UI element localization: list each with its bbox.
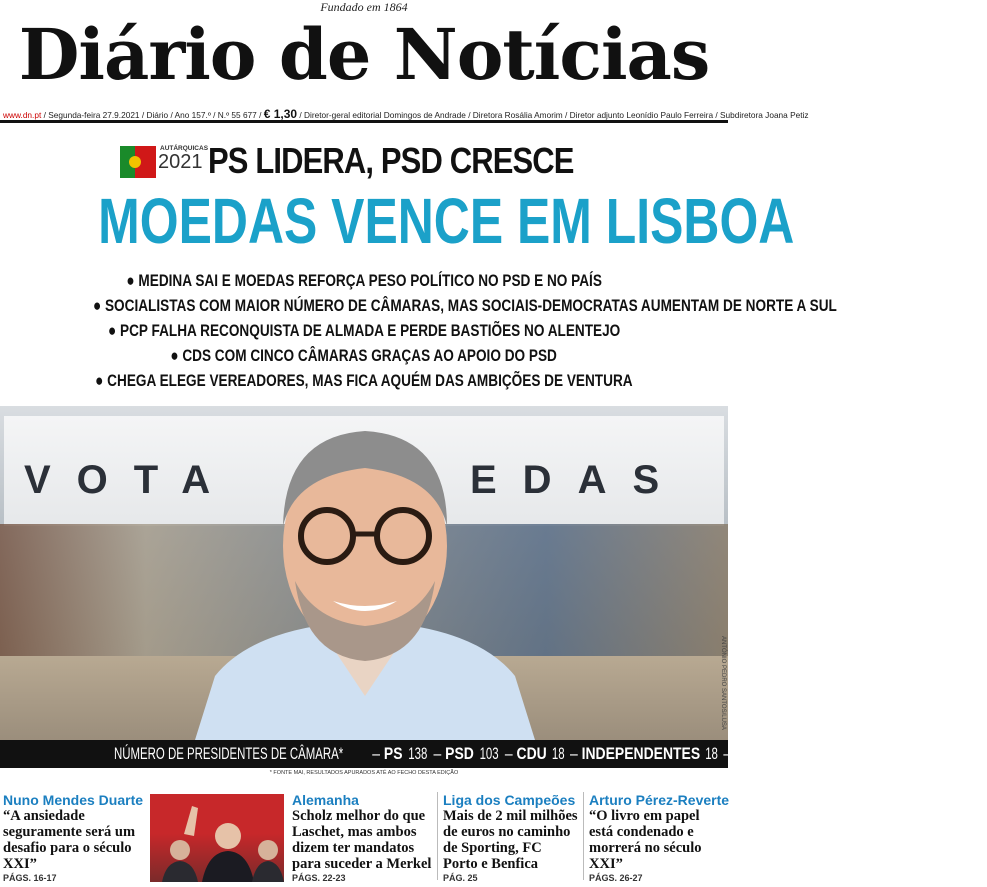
bullet-item: ● PCP FALHA RECONQUISTA DE ALMADA E PERDE BASTIÕES NO ALENTEJO <box>107 321 621 340</box>
teaser-label: Nuno Mendes Duarte <box>3 792 144 808</box>
bullet-text: SOCIALISTAS COM MAIOR NÚMERO DE CÂMARAS, MAS SOCIAIS-DEMOCRATAS AUMENTAM DE NORTE A SUL <box>104 296 837 315</box>
bullet-item: ● MEDINA SAI E MOEDAS REFORÇA PESO POLÍTICO NO PSD E NO PAÍS <box>126 271 602 290</box>
bullet-text: CHEGA ELEGE VEREADORES, MAS FICA AQUÉM DAS AMBIÇÕES DE VENTURA <box>107 371 633 390</box>
edition-year: Ano 157.º <box>174 110 211 120</box>
teaser-liga[interactable] <box>443 792 578 885</box>
scoreboard: NÚMERO DE PRESIDENTES DE CÂMARA* – PS 138 – PSD 103 – CDU 18 – INDEPENDENTES 18 – CDS 5 – LIVRE 1 – JPP 1 <box>0 740 728 768</box>
bullet-list <box>0 268 837 393</box>
main-headline-text: MOEDAS VENCE EM LISBOA <box>98 185 795 257</box>
party-count: 103 <box>479 744 499 763</box>
teaser-divider <box>437 792 438 880</box>
party-count: 18 <box>551 744 565 763</box>
teaser-quote: Mais de 2 mil milhões de euros no caminho de Sporting, FC Porto e Benfica <box>443 808 578 872</box>
candidate-portrait <box>175 406 555 740</box>
teaser-pages: PÁGS. 16-17 <box>3 873 57 883</box>
bullet-text: PCP FALHA RECONQUISTA DE ALMADA E PERDE BASTIÕES NO ALENTEJO <box>119 321 621 340</box>
portugal-flag-icon <box>120 146 156 178</box>
teaser-row <box>0 792 728 885</box>
party-name: CDS <box>735 744 765 763</box>
teaser-mendes[interactable] <box>3 792 143 885</box>
photo-credit: ANTÓNIO PEDRO SANTOS/LUSA <box>720 636 726 730</box>
bullet-item: ● SOCIALISTAS COM MAIOR NÚMERO DE CÂMARAS, MAS SOCIAIS-DEMOCRATAS AUMENTAM DE NORTE A SUL <box>92 296 837 315</box>
teaser-label: Arturo Pérez-Reverte <box>589 792 730 808</box>
scoreboard-footnote: * FONTE MAI, RESULTADOS APURADOS ATÉ AO FECHO DESTA EDIÇÃO <box>269 770 459 776</box>
kicker-headline: PS LIDERA, PSD CRESCE <box>208 140 574 181</box>
bullet-item: ● CHEGA ELEGE VEREADORES, MAS FICA AQUÉM DAS AMBIÇÕES DE VENTURA <box>95 371 633 390</box>
bullet-text: MEDINA SAI E MOEDAS REFORÇA PESO POLÍTICO NO PSD E NO PAÍS <box>138 271 602 290</box>
edition-date: Segunda-feira 27.9.2021 <box>48 110 140 120</box>
info-bar: www.dn.pt / Segunda-feira 27.9.2021 / Diário / Ano 157.º / N.º 55 677 / € 1,30 / Diretor-geral editorial Domingos de Andrade / Diretora Rosália Amorim / Diretor adjunto Leonídio Paulo Ferreira / Subdiretora Joana Petiz <box>0 107 728 123</box>
party-count: 1 <box>890 744 898 763</box>
teaser-divider <box>583 792 584 880</box>
banner-text-right: EDAS <box>470 458 686 502</box>
teaser-pages: PÁGS. 26-27 <box>589 873 643 883</box>
scholz-photo-icon <box>150 794 284 882</box>
edition-number: N.º 55 677 <box>217 110 257 120</box>
election-year: 2021 <box>158 151 203 173</box>
teaser-perez-reverte[interactable] <box>589 792 730 885</box>
masthead-title: Diário de Notícias <box>18 13 710 96</box>
teaser-quote: “A ansiedade seguramente será um desafio para o século XXI” <box>3 808 136 872</box>
teaser-alemanha[interactable] <box>292 792 432 885</box>
party-name: JPP <box>859 744 887 763</box>
site-link[interactable]: www.dn.pt <box>3 110 42 120</box>
party-count: 138 <box>408 744 428 763</box>
party-name: INDEPENDENTES <box>581 744 701 763</box>
lead-photo[interactable] <box>0 406 728 740</box>
staff-credits: Diretor-geral editorial Domingos de Andrade / Diretora Rosália Amorim / Diretor adjunto Leonídio Paulo Ferreira / Subdiretora Joana Petiz <box>304 110 809 120</box>
party-name: PS <box>383 744 403 763</box>
teaser-quote: Scholz melhor do que Laschet, mas ambos dizem ter mandatos para suceder a Merkel <box>292 808 432 872</box>
teaser-label: Alemanha <box>292 792 359 808</box>
party-name: CDU <box>516 744 547 763</box>
teaser-thumbnail-photo[interactable] <box>150 794 284 882</box>
teaser-pages: PÁG. 25 <box>443 873 478 883</box>
party-name: LIVRE <box>791 744 833 763</box>
election-label: AUTÁRQUICAS <box>160 145 209 152</box>
bullet-text: CDS COM CINCO CÂMARAS GRAÇAS AO APOIO DO PSD <box>182 346 558 365</box>
teaser-label: Liga dos Campeões <box>443 792 576 808</box>
bullet-item: ● CDS COM CINCO CÂMARAS GRAÇAS AO APOIO DO PSD <box>170 346 558 365</box>
main-headline[interactable] <box>0 184 795 258</box>
party-count: 1 <box>837 744 844 763</box>
party-count: 5 <box>769 744 776 763</box>
scoreboard-label: NÚMERO DE PRESIDENTES DE CÂMARA* <box>113 744 344 763</box>
party-count: 18 <box>705 744 719 763</box>
teaser-quote: “O livro em papel está condenado e morrerá no século XXI” <box>589 808 702 872</box>
banner-text-left: VOTA <box>24 458 237 502</box>
founded-line: Fundado em 1864 <box>320 0 408 14</box>
teaser-pages: PÁGS. 22-23 <box>292 873 346 883</box>
price: € 1,30 <box>263 107 298 121</box>
edition-frequency: Diário <box>146 110 169 120</box>
party-name: PSD <box>445 744 474 763</box>
